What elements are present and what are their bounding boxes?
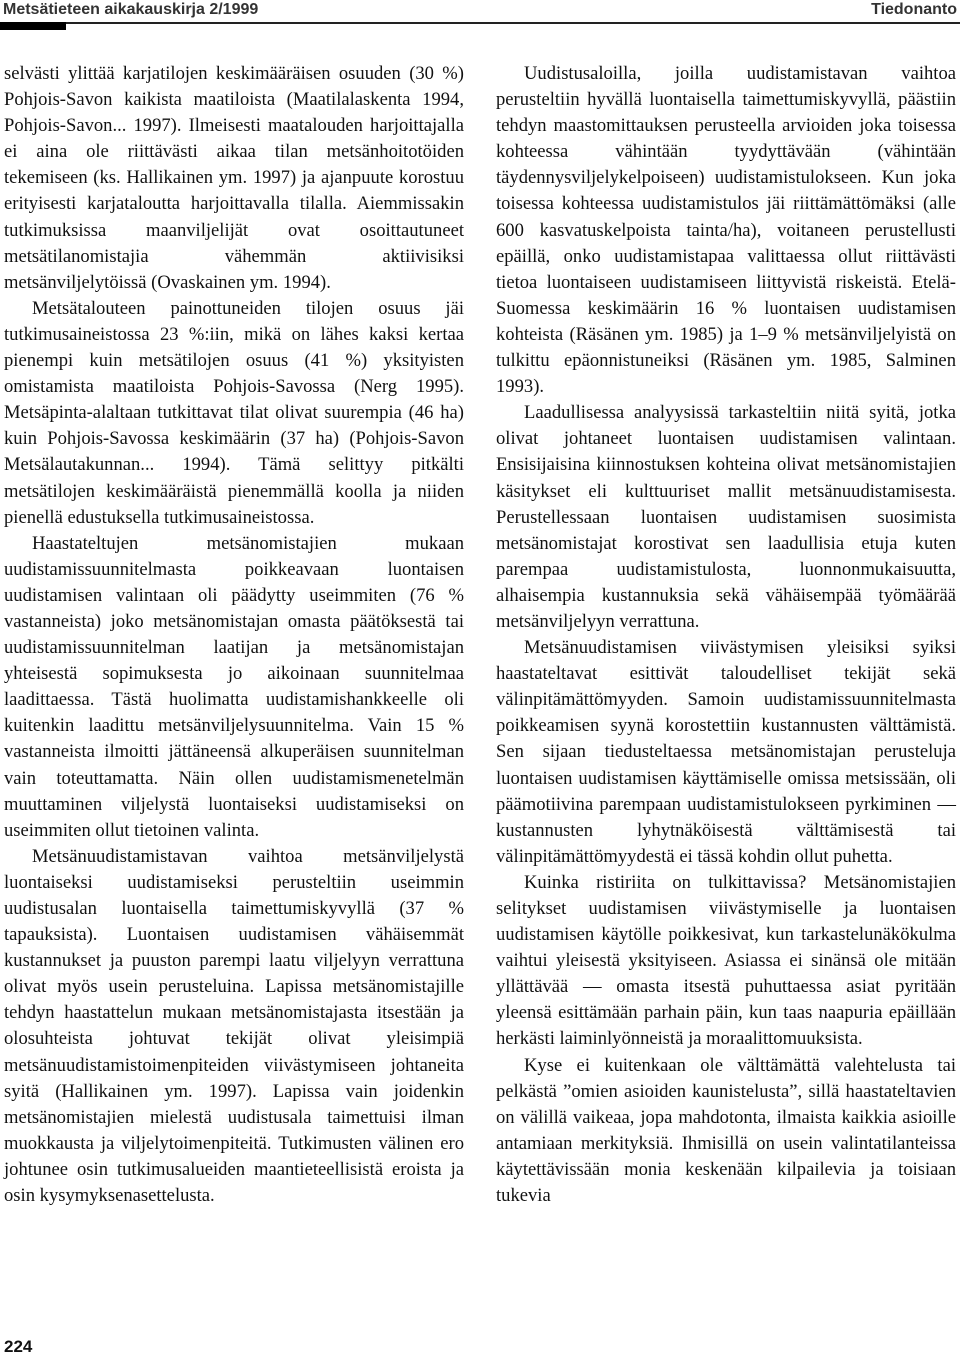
header-mark (0, 22, 66, 30)
left-column (4, 61, 464, 1209)
running-header (0, 0, 960, 24)
body-paragraph: Metsätalouteen painottuneiden tilojen osuus jäi tutkimusaineistossa 23 %:iin, mikä on lähes kaksi kertaa pienempi kuin metsätilojen osuus (41 %) yksityisten omistamista maatiloista Pohjois-Savossa (Nerg 1995). Metsäpinta-alaltaan tutkittavat tilat olivat suurempia (46 ha) kuin Pohjois-Savossa keskimäärin (37 ha) (Pohjois-Savon Metsälautakunnan... 1994). Tämä selittyy pitkälti metsätilojen keskimääräistä pienemmällä koolla ja niiden pienellä edustuksella tutkimusaineistossa. (4, 297, 464, 528)
right-column (496, 61, 956, 1209)
body-paragraph: Kuinka ristiriita on tulkittavissa? Metsänomistajien selitykset uudistamisen viivästymiselle ja luontaisen uudistamisen käytölle poikkesivat, kun tarkastelunäkökulma vaihtui yleisestä yksityiseen. Asiassa ei sinänsä ole mitään yllättävää — omasta itsestä puhuttaessa asiat pyritään yleensä esittämään parhain päin, kun taas naapuria epäillään herkästi laiminlyönneistä ja moraalittomuuksista. (496, 871, 956, 1050)
body-paragraph: selvästi ylittää karjatilojen keskimääräisen osuuden (30 %) Pohjois-Savon kaikista maatiloista (Maatilalaskenta 1994, Pohjois-Savon... 1997). Ilmeisesti maatalouden harjoittajalla ei aina ole riittävästi aikaa tilan metsänhoitotöiden tekemiseen (ks. Hallikainen ym. 1997) ja ajanpuute korostuu erityisesti karjataloutta harjoittavalla tilalla. Aiemmissakin tutkimuksissa maanviljelijät ovat osoittautuneet metsätilanomistajia vähemmän aktiivisiksi metsänviljelytöissä (Ovaskainen ym. 1994). (4, 63, 464, 293)
header-rule (0, 22, 960, 24)
body-paragraph: Kyse ei kuitenkaan ole välttämättä valehtelusta tai pelkästä ”omien asioiden kaunistelusta”, sillä haastateltavien on välillä vaikeaa, jopa mahdotonta, ilmaista kaikkia asioille antamiaan merkityksiä. Ihmisillä on usein valintatilanteissa käytettävissään monia keskenään kilpailevia ja toisiaan tukevia (496, 1054, 956, 1207)
section-label: Tiedonanto (871, 1, 957, 18)
body-paragraph: Metsänuudistamisen viivästymisen yleisiksi syiksi haastateltavat esittivät taloudelliset tekijät sekä välinpitämättömyyden. Samoin uudistamissuunnitelmasta poikkeamisen syynä korostettiin kustannusten välttämistä. Sen sijaan tiedusteltaessa metsänomistajan perusteluja luontaisen uudistamisen käyttämiselle omissa metsissään, oli päämotiivina parempaan uudistamistulokseen pyrkiminen — kustannusten lyhytnäköisestä välttämisestä tai välinpitämättömyydestä ei tässä kohdin ollut puhetta. (496, 637, 956, 867)
body-paragraph: Uudistusaloilla, joilla uudistamistavan vaihtoa perusteltiin hyvällä luontaisella taimettumiskyvyllä, päästiin tehdyn maastomittauksen perusteella arvioiden joka toisessa kohteessa vähintään tyydyttävään (vähintään täydennysviljelykelpoiseen) uudistamistulokseen. Kun joka toisessa kohteessa uudistamistulos jäi riittämättömäksi (alle 600 kasvatuskelpoista tainta/ha), voitaneen perustellusti epäillä, onko uudistamistapaa valittaessa ollut riittävästi tietoa luontaiseen uudistamiseen liittyvistä riskeistä. Etelä-Suomessa keskimäärin 16 % luontaisen uudistamisen kohteista (Räsänen ym. 1985) ja 1–9 % metsänviljelyistä on tulkittu epäonnistuneiksi (Räsänen ym. 1985, Salminen 1993). (496, 63, 956, 398)
body-paragraph: Haastateltujen metsänomistajien mukaan uudistamissuunnitelmasta poikkeavaan luontaisen uudistamisen valintaan oli päädytty useimmiten (76 % vastanneista) joko metsänomistajan omasta päätöksestä tai uudistamissuunnitelman laatijan ja metsänomistajan yhteisestä sopimuksesta jo aikoinaan suunnitelmaa laadittaessa. Tästä huolimatta uudistamishankkeelle oli kuitenkin laadittu metsänviljelysuunnitelma. Vain 15 % vastanneista ilmoitti jättäneensä alkuperäisen suunnitelman vain toteuttamatta. Näin ollen uudistamismenetelmän muuttaminen viljelystä luontaiseksi uudistamiseksi on useimmiten ollut tietoinen valinta. (4, 532, 464, 841)
page-number: 224 (4, 1337, 33, 1356)
body-paragraph: Metsänuudistamistavan vaihtoa metsänviljelystä luontaiseksi uudistamiseksi perusteltiin useimmin uudistusalan luontaisella taimettumiskyvyllä (37 % tapauksista). Luontaisen uudistamisen vähäisemmät kustannukset ja puuston parempi laatu viljelyyn verrattuna olivat myös usein perusteluina. Lapissa metsänomistajille tehdyn haastattelun mukaan metsänomistajasta itsestään ja olosuhteista johtuvat tekijät olivat yleisimpiä metsänuudistamistoimenpiteiden viivästymiseen johtaneita syitä (Hallikainen ym. 1997). Lapissa vain joidenkin metsänomistajien mielestä uudistusala taimettuisi ilman muokkausta ja viljelytoimenpiteitä. Tutkimusten välinen ero johtunee osin tutkimusalueiden maantieteellisistä eroista ja osin kysymyksenasettelusta. (4, 845, 464, 1207)
journal-title: Metsätieteen aikakauskirja 2/1999 (3, 1, 259, 18)
body-paragraph: Laadullisessa analyysissä tarkasteltiin niitä syitä, jotka olivat johtaneet luontaisen uudistamisen valintaan. Ensisijaisina kiinnostuksen kohteina olivat metsänomistajien käsitykset eli kulttuuriset mallit metsänuudistamisesta. Perustellessaan luontaisen uudistamisen suosimista metsänomistajat korostivat sen laadullisia etuja kuten parempaa uudistamistulosta, luonnonmukaisuutta, alhaisempia kustannuksia sekä vähäisempää työmäärää metsänviljelyyn verrattuna. (496, 402, 956, 632)
